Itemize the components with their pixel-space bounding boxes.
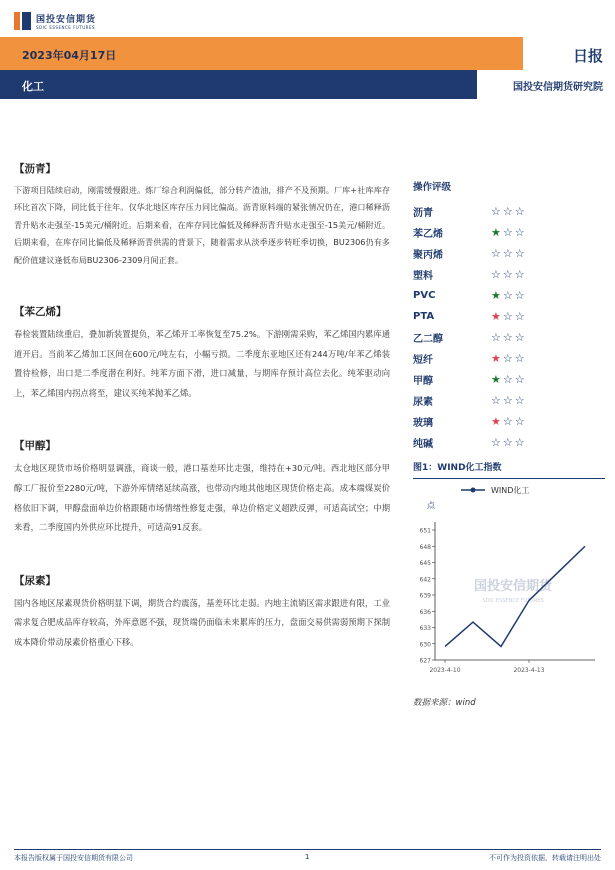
rating-stars	[491, 269, 525, 280]
rating-product-name: 尿素	[413, 397, 433, 408]
star-filled-icon: ★	[491, 373, 501, 386]
star-empty-icon: ☆	[502, 436, 513, 449]
star-empty-icon: ☆	[502, 247, 513, 260]
rating-stars	[491, 332, 525, 343]
section-methanol	[14, 437, 390, 537]
star-filled-icon: ★	[491, 226, 501, 239]
report-date: 2023年04月17日	[22, 49, 117, 62]
rating-row	[413, 390, 605, 411]
section-urea	[14, 572, 390, 653]
star-empty-icon: ☆	[514, 415, 525, 428]
section-title: 【尿素】	[14, 574, 56, 587]
y-tick-label: 633	[419, 625, 431, 632]
section-body: 春检装置陆续重启，叠加新装置提负，苯乙烯开工率恢复至75.2%。下游刚需采购，苯乙烯国内累库通道开启。当前苯乙烯加工区间在600元/吨左右，小幅亏损。二季度东亚地区还有244万吨/年苯乙烯装置待检修，出口是二季度潜在利好。纯苯方面下滑，进口减量，与期库存预计高位去化。纯苯驱动向上，苯乙烯国内拐点将至，建议买纯苯抛苯乙烯。	[14, 329, 390, 398]
star-empty-icon: ☆	[502, 331, 513, 344]
rating-product-name: 沥青	[413, 208, 433, 219]
star-empty-icon: ☆	[514, 205, 525, 218]
star-empty-icon: ☆	[514, 394, 525, 407]
data-source: 数据来源：wind	[413, 698, 476, 708]
rating-stars	[491, 416, 525, 427]
star-empty-icon: ☆	[502, 205, 513, 218]
logo-mark-icon	[14, 10, 32, 32]
star-filled-icon: ★	[491, 310, 501, 323]
star-filled-icon: ★	[491, 415, 501, 428]
company-logo	[14, 10, 96, 32]
commentary-column	[14, 160, 390, 665]
rating-product-name: 苯乙烯	[413, 229, 443, 240]
star-empty-icon: ☆	[502, 310, 513, 323]
x-tick-label: 2023-4-13	[513, 667, 545, 674]
ratings-list	[413, 201, 605, 453]
rating-row	[413, 327, 605, 348]
header-date-band	[0, 37, 615, 70]
section-body: 国内各地区尿素现货价格明显下调，期货合约震荡，基差环比走弱。内地主流销区需求跟进有限，工业需求复合肥成品库存较高，外库意愿不强，现货端仍面临未来累库的压力，盘面交易供需弱预期下探制成本降价带动尿素价格重心下移。	[14, 597, 390, 647]
star-filled-icon: ★	[491, 352, 501, 365]
rating-stars	[491, 290, 525, 301]
sidebar	[413, 180, 605, 708]
star-empty-icon: ☆	[514, 373, 525, 386]
sector-title: 化工	[22, 80, 44, 93]
star-empty-icon: ☆	[514, 331, 525, 344]
footer-disclaimer: 不可作为投资依据，转载请注明出处	[489, 854, 601, 862]
header-sector-band	[0, 70, 615, 99]
section-body: 太仓地区现货市场价格明显调涨，商谈一般，港口基差环比走强，维持在+30元/吨。西北地区部分甲醇工厂报价至2280元/吨，下游外库情绪延续高涨，也带动内地其他地区现货价格走高。成本端煤炭价格依旧下调，甲醇盘面单边价格跟随市场情绪性修复走强，单边价格定义超跌反弹，可适高试空；中期来看，二季度国内外供应环比提升，可适高91反套。	[14, 463, 390, 533]
star-empty-icon: ☆	[514, 352, 525, 365]
star-empty-icon: ☆	[502, 373, 513, 386]
star-empty-icon: ☆	[502, 268, 513, 281]
star-empty-icon: ☆	[502, 415, 513, 428]
star-empty-icon: ☆	[502, 289, 513, 302]
rating-stars	[491, 395, 525, 406]
star-empty-icon: ☆	[514, 247, 525, 260]
star-filled-icon: ★	[491, 289, 501, 302]
rating-row	[413, 285, 605, 306]
rating-row	[413, 411, 605, 432]
rating-stars	[491, 227, 525, 238]
y-tick-label: 651	[419, 527, 431, 535]
rating-row	[413, 222, 605, 243]
section-title: 【苯乙烯】	[14, 306, 67, 319]
series-line	[445, 546, 585, 646]
page-number: 1	[305, 853, 310, 861]
section-asphalt	[14, 160, 390, 269]
rating-product-name: PVC	[413, 290, 436, 301]
rating-stars	[491, 248, 525, 259]
star-empty-icon: ☆	[514, 436, 525, 449]
star-empty-icon: ☆	[491, 247, 501, 260]
star-empty-icon: ☆	[502, 352, 513, 365]
line-chart	[413, 480, 605, 690]
rating-product-name: 甲醇	[413, 376, 433, 387]
logo-name: 国投安信期货	[36, 15, 97, 25]
rating-product-name: 纯碱	[413, 439, 433, 450]
star-empty-icon: ☆	[514, 268, 525, 281]
star-empty-icon: ☆	[491, 268, 501, 281]
star-empty-icon: ☆	[502, 394, 513, 407]
footer-divider	[14, 849, 601, 850]
footer-copyright: 本报告版权属于国投安信期货有限公司	[14, 854, 133, 862]
y-tick-label: 627	[419, 657, 431, 665]
rating-row	[413, 348, 605, 369]
chart-watermark: 国投安信期货	[473, 579, 553, 594]
rating-row	[413, 306, 605, 327]
ratings-title: 操作评级	[413, 182, 452, 193]
section-title: 【沥青】	[14, 163, 56, 175]
rating-product-name: 塑料	[413, 271, 433, 282]
rating-product-name: 短纤	[413, 355, 433, 366]
rating-stars	[491, 374, 525, 385]
legend-marker	[471, 488, 476, 493]
y-tick-label: 639	[419, 592, 431, 600]
star-empty-icon: ☆	[491, 331, 501, 344]
rating-row	[413, 369, 605, 390]
y-tick-label: 645	[419, 560, 431, 567]
chart-container	[413, 480, 605, 690]
section-title: 【甲醇】	[14, 440, 56, 453]
rating-product-name: 乙二醇	[413, 334, 443, 345]
institution-name: 国投安信期货研究院	[513, 82, 603, 93]
star-empty-icon: ☆	[491, 436, 501, 449]
figure-title: 图1：WIND化工指数	[413, 460, 605, 479]
report-type: 日报	[572, 47, 603, 65]
legend-label: WIND化工	[491, 486, 530, 495]
y-tick-label: 636	[419, 608, 431, 616]
star-empty-icon: ☆	[514, 310, 525, 323]
star-empty-icon: ☆	[491, 205, 501, 218]
star-empty-icon: ☆	[514, 226, 525, 239]
chart-watermark-en: SDIC ESSENCE FUTURES	[482, 598, 544, 604]
y-tick-label: 630	[419, 641, 431, 649]
rating-stars	[491, 353, 525, 364]
section-body: 下游项目陆续启动，刚需缓慢跟进。炼厂综合利润偏低，部分转产渣油，排产不及预期。厂库+社库库存环比首次下降，同比低于往年。仅华北地区库存压力同比偏高。沥青原料端的紧张情况仍在，港口稀释沥青升贴水走强至-15美元/桶附近。后期来看，在库存同比偏低及稀释沥青升贴水走强至-15美元/桶附近。后期来看，在库存同比偏低及稀释沥青供需的背景下，随着需求从淡季逐步转旺季切换，BU2306仍有多配价值建议逢低布局BU2306-2309月间正套。	[14, 185, 390, 265]
y-tick-label: 642	[419, 576, 431, 584]
rating-product-name: 聚丙烯	[413, 250, 443, 261]
star-empty-icon: ☆	[491, 394, 501, 407]
rating-row	[413, 264, 605, 285]
star-empty-icon: ☆	[514, 289, 525, 302]
rating-stars	[491, 437, 525, 448]
rating-row	[413, 201, 605, 222]
rating-row	[413, 243, 605, 264]
star-empty-icon: ☆	[502, 226, 513, 239]
logo-english-name: SDIC ESSENCE FUTURES	[36, 25, 96, 30]
section-styrene	[14, 303, 390, 403]
rating-stars	[491, 311, 525, 322]
rating-row	[413, 432, 605, 453]
y-tick-label: 648	[419, 543, 431, 551]
rating-product-name: PTA	[413, 311, 435, 322]
y-axis-label: 点	[427, 501, 435, 510]
rating-product-name: 玻璃	[413, 418, 433, 429]
rating-stars	[491, 206, 525, 217]
x-tick-label: 2023-4-10	[429, 667, 461, 674]
